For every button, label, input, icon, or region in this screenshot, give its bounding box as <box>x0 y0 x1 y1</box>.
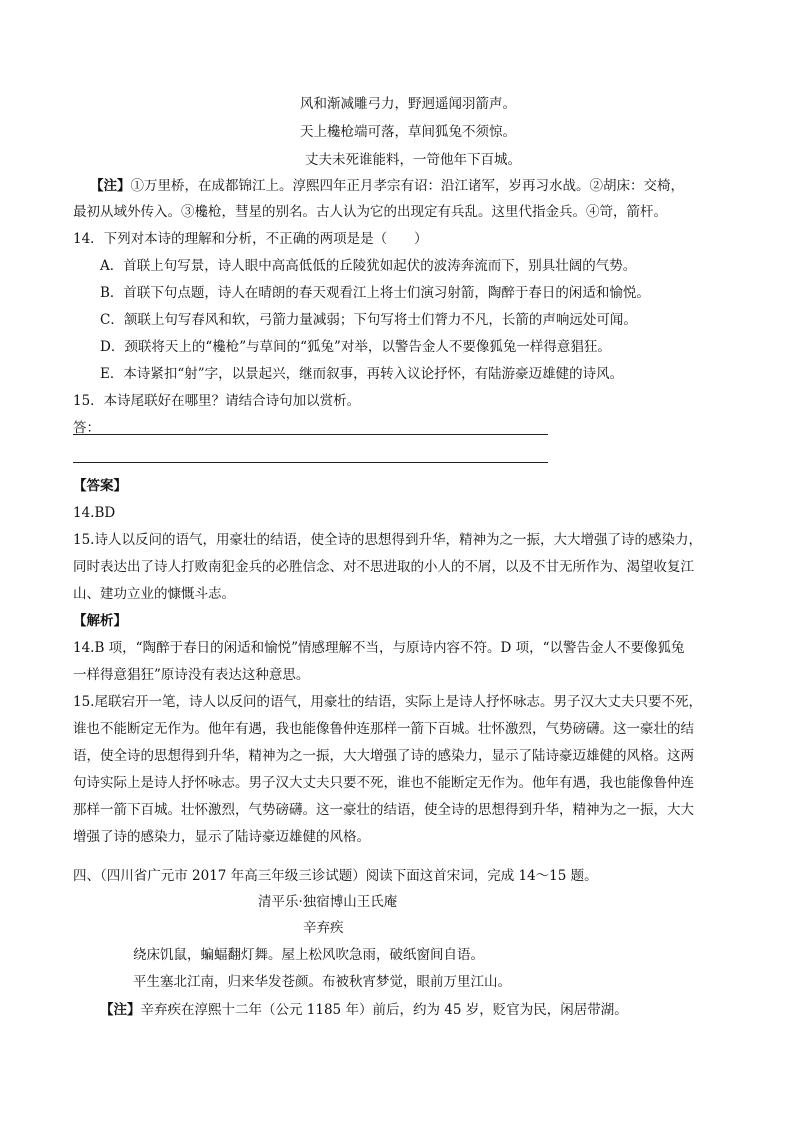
poem-line: 天上欃枪端可落，草间狐兔不须惊。 <box>300 124 516 140</box>
option-a: A．首联上句写景，诗人眼中高高低低的丘陵犹如起伏的波涛奔流而下，别具壮阔的气势。 <box>100 258 637 274</box>
analysis-line: 语，使全诗的思想得到升华，精神为之一振，大大增强了诗的感染力，显示了陆诗豪迈雄健的风格。这两 <box>73 748 694 764</box>
poem-note-cont: 最初从域外传入。③欃枪，彗星的别名。古人认为它的出现定有兵乱。这里代指金兵。④笴，箭杆。 <box>73 204 667 220</box>
analysis-line: 15.尾联宕开一笔，诗人以反问的语气，用豪壮的结语，实际上是诗人抒怀咏志。男子汉大丈夫只要不死， <box>73 694 702 710</box>
poem-line: 丈夫未死谁能料，一笴他年下百城。 <box>305 152 521 168</box>
answer-heading: 【答案】 <box>73 478 127 494</box>
poem-note <box>90 176 684 196</box>
answer-label: 答： <box>73 420 100 436</box>
question-14-stem: 14．下列对本诗的理解和分析，不正确的两项是是（ ） <box>73 231 428 247</box>
ci-title: 清平乐·独宿博山王氏庵 <box>258 894 398 910</box>
analysis-line: 句诗实际上是诗人抒怀咏志。男子汉大丈夫只要不死，谁也不能断定无作为。他年有遇，我也能像鲁仲连 <box>73 775 694 791</box>
analysis-line: 增强了诗的感染力，显示了陆诗豪迈雄健的风格。 <box>73 829 370 845</box>
answer-15: 15.诗人以反问的语气，用豪壮的结语，使全诗的思想得到升华，精神为之一振，大大增强了诗的感染力， <box>73 532 702 548</box>
analysis-line: 14.B 项，“陶醉于春日的闲适和愉悦”情感理解不当，与原诗内容不符。D 项，“以警告金人不要像狐兔 <box>73 640 685 656</box>
note-text: ①万里桥，在成都锦江上。淳熙四年正月孝宗有诏：沿江诸军，岁再习水战。②胡床：交椅， <box>130 178 684 194</box>
note-tag: 【注】 <box>100 1002 141 1018</box>
poem-line: 风和渐减雕弓力，野迥遥闻羽箭声。 <box>300 96 516 112</box>
ci-line: 平生塞北江南，归来华发苍颜。布被秋宵梦觉，眼前万里江山。 <box>133 974 511 990</box>
ci-author: 辛弃疾 <box>303 920 344 936</box>
option-e: E．本诗紧扣“射”字，以景起兴，继而叙事，再转入议论抒怀，有陆游豪迈雄健的诗风。 <box>100 366 624 382</box>
answer-14: 14.BD <box>73 505 116 521</box>
ci-line: 绕床饥鼠，蝙蝠翻灯舞。屋上松风吹急雨，破纸窗间自语。 <box>133 947 484 963</box>
analysis-heading: 【解析】 <box>73 613 127 629</box>
answer-line <box>73 462 548 463</box>
answer-15: 同时表达出了诗人打败南犯金兵的必胜信念、对不思进取的小人的不屑，以及不甘无所作为、渴望收复江 <box>73 559 694 575</box>
question-15-stem: 15．本诗尾联好在哪里？请结合诗句加以赏析。 <box>73 393 361 409</box>
analysis-line: 那样一箭下百城。壮怀激烈，气势磅礴。这一豪壮的结语，使全诗的思想得到升华，精神为之一振，大大 <box>73 802 694 818</box>
ci-note <box>100 1000 628 1020</box>
option-c: C．颔联上句写春风和软，弓箭力量减弱；下句写将士们膂力不凡，长箭的声响远处可闻。 <box>100 312 637 328</box>
option-b: B．首联下句点题，诗人在晴朗的春天观看江上将士们演习射箭，陶醉于春日的闲适和愉悦。 <box>100 285 650 301</box>
analysis-line: 一样得意猖狂”原诗没有表达这种意思。 <box>73 667 310 683</box>
note-tag: 【注】 <box>90 178 131 194</box>
note-text: 辛弃疾在淳熙十二年（公元 1185 年）前后，约为 45 岁，贬官为民，闲居带湖。 <box>140 1002 628 1018</box>
answer-15: 山、建功立业的慷慨斗志。 <box>73 586 235 602</box>
analysis-line: 谁也不能断定无作为。他年有遇，我也能像鲁仲连那样一箭下百城。壮怀激烈，气势磅礴。这一豪壮的结 <box>73 721 694 737</box>
section-4-intro: 四、（四川省广元市 2017 年高三年级三诊试题）阅读下面这首宋词，完成 14～15 题。 <box>73 868 598 884</box>
option-d: D．颈联将天上的“欃枪”与草间的“狐兔”对举，以警告金人不要像狐兔一样得意猖狂。 <box>100 339 611 355</box>
answer-line <box>73 434 548 435</box>
